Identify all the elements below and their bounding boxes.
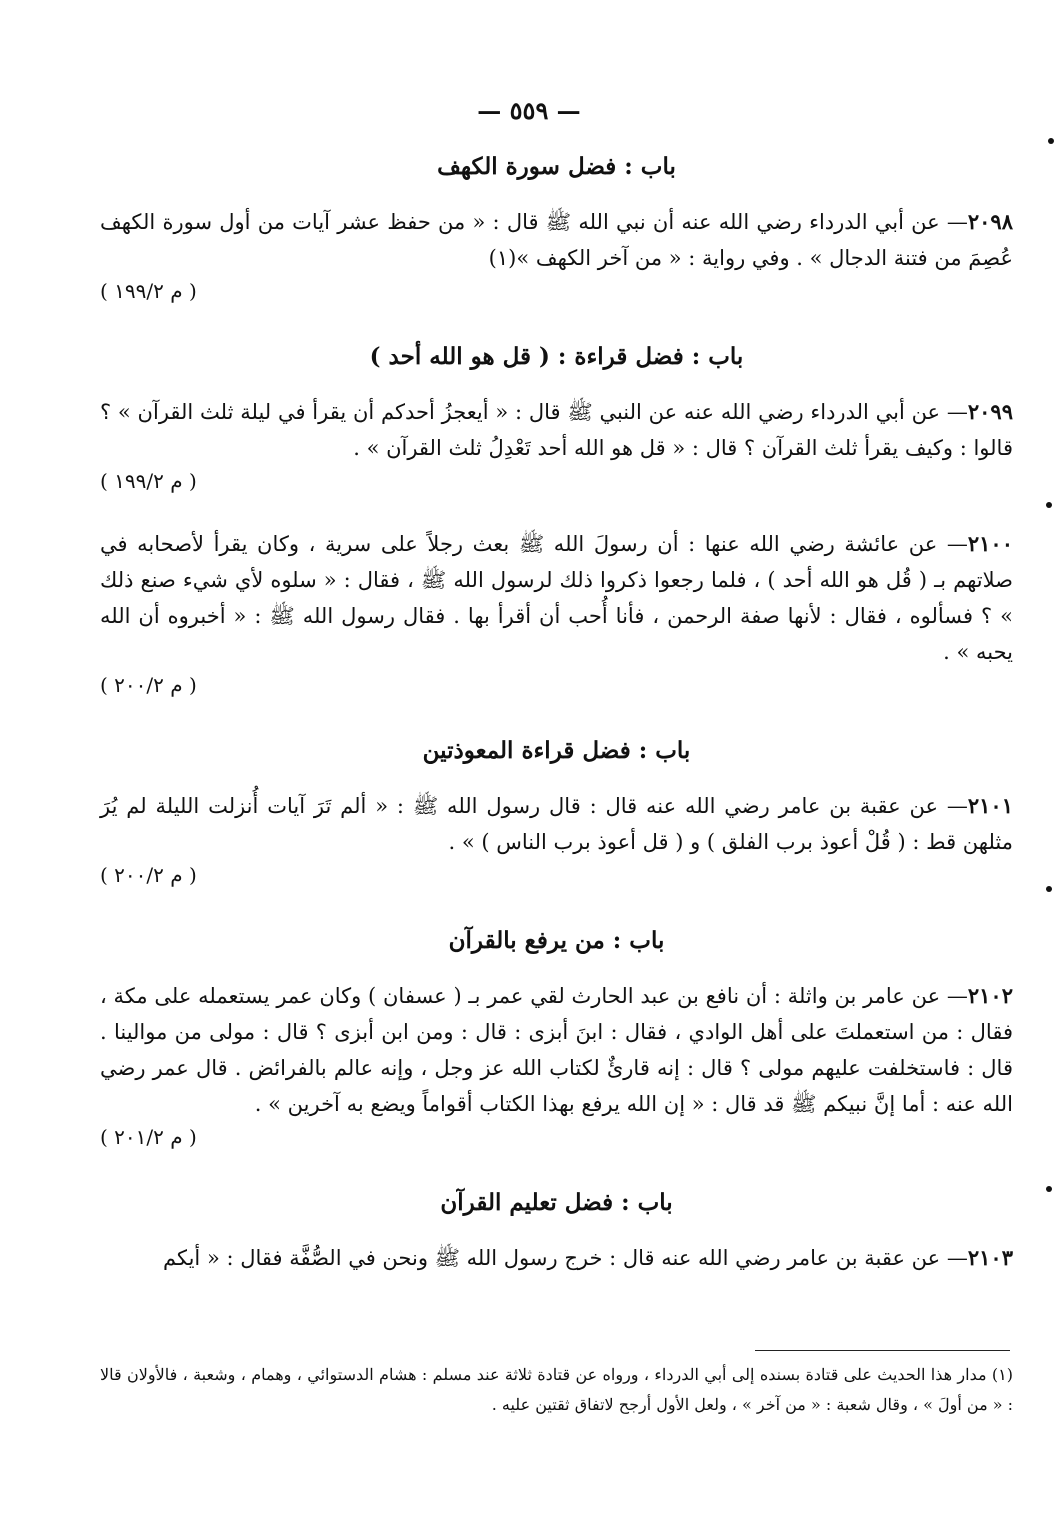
hadith-number: ٢٠٩٨ — [967, 209, 1013, 234]
section-heading: باب : فضل قراءة المعوذتين — [422, 737, 691, 764]
hadith-number: ٢١٠٠ — [967, 531, 1013, 556]
scan-mark — [1048, 138, 1054, 144]
hadith-text: — عن عامر بن واثلة : أن نافع بن عبد الحارث لقي عمر بـ ( عسفان ) وكان عمر يستعمله على مكة ، فقال : من استعملتَ على أهل الوادي ، فقال : ابنَ أبزى : قال : ومن ابن أبزى ؟ قال : مولى من موالينا . قال : فاستخلفت عليهم مولى ؟ قال : إنه قارئٌ لكتاب الله عز وجل ، وإنه عالم بالفرائض . قال عمر رضي الله عنه : أما إنَّ نبيكم ﷺ قد قال : « إن الله يرفع بهذا الكتاب أقواماً ويضع به آخرين » . — [100, 984, 1013, 1116]
hadith-paragraph — [100, 978, 1013, 1152]
footnote: (١) مدار هذا الحديث على قتادة بسنده إلى أبي الدرداء ، ورواه عن قتادة ثلاثة عند مسلم : هشام الدستوائي ، وهمام ، وشعبة ، فالأولان قالا : « من أولَ » ، وقال شعبة : « من آخر » ، ولعل الأول أرجح لاتفاق ثقتين عليه . — [100, 1365, 1013, 1414]
hadith-reference: ( م ٢٠٠/٢ ) — [100, 863, 197, 887]
hadith-text: — عن عائشة رضي الله عنها : أن رسولَ الله ﷺ بعث رجلاً على سرية ، وكان يقرأ لأصحابه في صلاتهم بـ ( قُل هو الله أحد ) ، فلما رجعوا ذكروا ذلك لرسول الله ﷺ ، فقال : « سلوه لأي شيء صنع ذلك » ؟ فسألوه ، فقال : لأنها صفة الرحمن ، فأنا أُحب أن أقرأ بها . فقال رسول الله ﷺ : « أخبروه أن الله يحبه » . — [100, 532, 1013, 664]
footnote-divider — [755, 1350, 1010, 1351]
hadith-reference: ( م ١٩٩/٢ ) — [100, 279, 197, 303]
hadith-number: ٢١٠٣ — [967, 1245, 1013, 1270]
hadith-paragraph — [100, 1240, 1013, 1276]
hadith-paragraph — [100, 204, 1013, 306]
hadith-number: ٢٠٩٩ — [967, 399, 1013, 424]
hadith-text: — عن عقبة بن عامر رضي الله عنه قال : خرج رسول الله ﷺ ونحن في الصُّفَّة فقال : « أيكم — [163, 1246, 968, 1270]
hadith-reference: ( م ١٩٩/٢ ) — [100, 469, 197, 493]
hadith-reference: ( م ٢٠٠/٢ ) — [100, 673, 197, 697]
section-heading: باب : من يرفع بالقرآن — [448, 927, 665, 954]
hadith-paragraph — [100, 526, 1013, 700]
page-content — [100, 150, 1013, 1276]
hadith-paragraph — [100, 788, 1013, 890]
section-heading: باب : فضل تعليم القرآن — [440, 1189, 673, 1216]
section-heading: باب : فضل سورة الكهف — [437, 153, 676, 180]
page-number: — ٥٥٩ — — [477, 96, 581, 125]
hadith-text: — عن أبي الدرداء رضي الله عنه أن نبي الله ﷺ قال : « من حفظ عشر آيات من أول سورة الكهف عُصِمَ من فتنة الدجال » . وفي رواية : « من آخر الكهف »(١) — [100, 210, 1013, 270]
scan-mark — [1046, 886, 1052, 892]
hadith-number: ٢١٠١ — [967, 793, 1013, 818]
scan-mark — [1046, 502, 1052, 508]
hadith-text: — عن عقبة بن عامر رضي الله عنه قال : قال رسول الله ﷺ : « ألم تَرَ آيات أُنزلت الليلة لم يُرَ مثلهن قط : ( قُلْ أعوذ برب الفلق ) و ( قل أعوذ برب الناس ) » . — [100, 794, 1013, 854]
scan-mark — [1046, 1186, 1052, 1192]
section-heading: باب : فضل قراءة : ( قل هو الله أحد ) — [369, 343, 744, 370]
hadith-paragraph — [100, 394, 1013, 496]
hadith-reference: ( م ٢٠١/٢ ) — [100, 1125, 197, 1149]
hadith-number: ٢١٠٢ — [967, 983, 1013, 1008]
hadith-text: — عن أبي الدرداء رضي الله عنه عن النبي ﷺ قال : « أيعجزُ أحدكم أن يقرأ في ليلة ثلث القرآن » ؟ قالوا : وكيف يقرأ ثلث القرآن ؟ قال : « قل هو الله أحد تَعْدِلُ ثلث القرآن » . — [100, 400, 1013, 460]
